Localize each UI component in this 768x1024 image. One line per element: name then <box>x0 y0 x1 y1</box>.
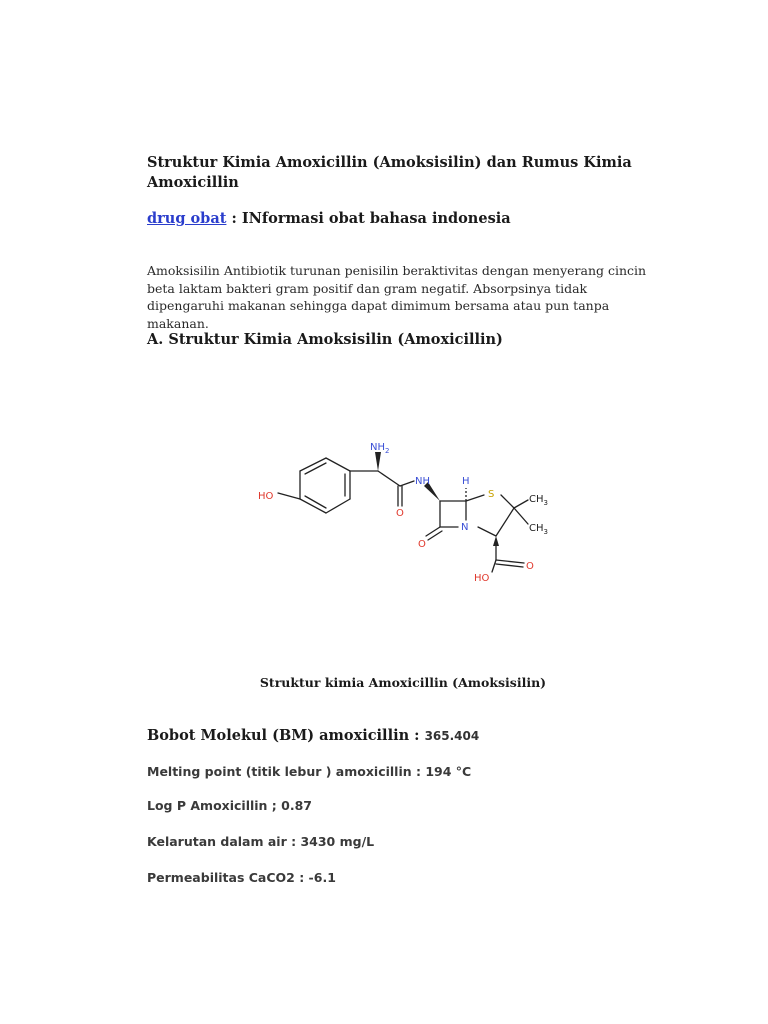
section-heading-structure: A. Struktur Kimia Amoksisilin (Amoxicillin) <box>147 331 503 348</box>
bond <box>278 493 300 499</box>
bond <box>501 495 514 508</box>
wedge-bond <box>493 536 499 546</box>
logp-line: Log P Amoxicillin ; 0.87 <box>147 798 312 813</box>
bond <box>428 531 442 540</box>
bond <box>400 481 414 486</box>
bond <box>326 499 350 513</box>
bond <box>496 508 514 536</box>
melting-point-line: Melting point (titik lebur ) amoxicillin : 194 °C <box>147 764 472 779</box>
ch3-top-label: $CH_3$ <box>529 494 548 507</box>
structure-caption: Struktur kimia Amoxicillin (Amoksisilin) <box>259 675 547 690</box>
ring-n-label: N <box>461 522 469 533</box>
bond <box>492 560 496 572</box>
wedge-bond <box>375 452 381 471</box>
molecular-weight-value: 365.404 <box>424 729 480 743</box>
molecular-weight-label: Bobot Molekul (BM) amoxicillin : <box>147 727 425 744</box>
solubility-line: Kelarutan dalam air : 3430 mg/L <box>147 834 375 849</box>
h-label: H <box>462 476 470 487</box>
page-title: Struktur Kimia Amoxicillin (Amoksisilin) dan Rumus Kimia Amoxicillin <box>147 154 632 191</box>
bond <box>326 458 350 471</box>
acid-o-label: O <box>526 561 534 572</box>
bond <box>496 560 524 563</box>
bond <box>378 471 400 486</box>
bond <box>514 500 528 508</box>
intro-paragraph: Amoksisilin Antibiotik turunan penisilin beraktivitas dengan menyerang cincin beta laktam bakteri gram positif dan gram negatif. Absorpsinya tidak dipengaruhi makanan sehingga dapat dimimum bersama atau pun tanpa makanan. <box>147 263 647 331</box>
bond <box>514 508 528 524</box>
subtitle-text: : INformasi obat bahasa indonesia <box>226 210 511 227</box>
drug-obat-link[interactable]: drug obat <box>147 210 227 227</box>
amide-o-label: O <box>396 508 404 519</box>
sulfur-label: S <box>488 489 495 500</box>
subtitle-line <box>147 209 511 229</box>
bond <box>466 495 484 501</box>
molecular-weight-line <box>147 726 479 746</box>
bond <box>478 527 496 536</box>
nh2-label: $NH_2$ <box>370 442 390 455</box>
bond <box>305 463 326 474</box>
phenol-ho-label: HO <box>258 491 274 502</box>
bond <box>496 564 523 567</box>
amoxicillin-structure-diagram <box>250 432 560 592</box>
acid-ho-label: HO <box>474 573 490 584</box>
bond <box>305 496 326 508</box>
nh-label: NH <box>415 476 430 487</box>
ch3-bottom-label: $CH_3$ <box>529 523 548 536</box>
lactam-o-label: O <box>418 539 426 550</box>
bond <box>426 527 440 536</box>
permeability-line: Permeabilitas CaCO2 : -6.1 <box>147 870 336 885</box>
